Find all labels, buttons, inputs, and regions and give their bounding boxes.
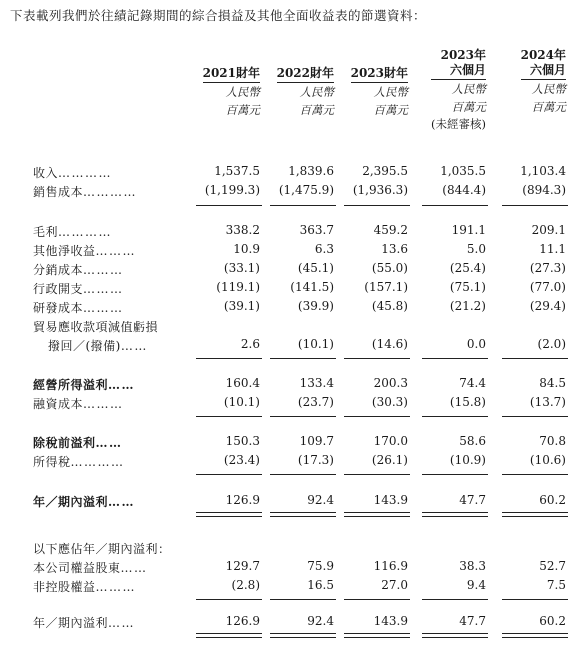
cell-value: (39.1): [223, 299, 260, 313]
row-impairment: [0, 337, 579, 355]
cell-value: 47.7: [459, 614, 486, 628]
cell-value: (14.6): [371, 337, 408, 351]
cell-value: 209.1: [531, 223, 566, 237]
column-unit: 人民幣: [373, 85, 408, 99]
row-profit-for-period: [0, 493, 579, 511]
cell-value: 92.4: [307, 614, 334, 628]
row-profit-before-tax: [0, 434, 579, 452]
cell-value: 70.8: [539, 434, 566, 448]
row-label: 貿易應收款項減值虧損: [33, 320, 159, 334]
subtotal-rule: [270, 358, 336, 359]
subtotal-rule: [422, 205, 488, 206]
subtotal-rule: [502, 599, 568, 600]
total-double-rule: [422, 633, 488, 638]
cell-value: (55.0): [371, 261, 408, 275]
row-operating-profit: [0, 376, 579, 394]
row-label: 本公司權益股東……: [33, 561, 148, 575]
row-label: 融資成本………: [33, 397, 124, 411]
cell-value: 338.2: [225, 223, 260, 237]
cell-value: 1,537.5: [214, 164, 260, 178]
cell-value: 75.9: [307, 559, 334, 573]
subtotal-rule: [196, 599, 262, 600]
cell-value: 47.7: [459, 493, 486, 507]
cell-value: (844.4): [442, 183, 486, 197]
subtotal-rule: [344, 416, 410, 417]
cell-value: (30.3): [371, 395, 408, 409]
column-header-fy2021: [203, 66, 260, 119]
row-label: 研發成本………: [33, 301, 124, 315]
cell-value: 2,395.5: [362, 164, 408, 178]
row-label: 除稅前溢利……: [33, 436, 123, 450]
cell-value: 11.1: [539, 242, 566, 256]
row-label: 分銷成本………: [33, 263, 124, 277]
cell-value: (10.1): [297, 337, 334, 351]
intro-text: 下表載列我們於往績記錄期間的綜合損益及其他全面收益表的節選資料：: [10, 8, 427, 23]
row-gross-profit: [0, 223, 579, 241]
cell-value: (119.1): [216, 280, 260, 294]
row-label: 收入…………: [33, 166, 113, 180]
cell-value: (25.4): [449, 261, 486, 275]
cell-value: 16.5: [307, 578, 334, 592]
column-year: 2021財年: [202, 66, 260, 80]
total-double-rule: [344, 633, 410, 638]
subtotal-rule: [344, 599, 410, 600]
subtotal-rule: [196, 416, 262, 417]
column-year: 2023年: [440, 48, 486, 62]
cell-value: (33.1): [223, 261, 260, 275]
row-other-net-income: [0, 242, 579, 260]
subtotal-rule: [502, 416, 568, 417]
row-revenue: [0, 164, 579, 182]
column-header-fy2022: [277, 66, 334, 119]
row-label: 經營所得溢利……: [33, 378, 136, 392]
column-unit: 百萬元: [531, 100, 566, 114]
cell-value: 150.3: [225, 434, 260, 448]
total-double-rule: [344, 512, 410, 517]
column-header-6m2024: [521, 48, 566, 116]
column-unit: 百萬元: [225, 103, 260, 117]
subtotal-rule: [422, 358, 488, 359]
row-admin-expenses: [0, 280, 579, 298]
total-double-rule: [502, 633, 568, 638]
subtotal-rule: [502, 358, 568, 359]
column-unit: 人民幣: [299, 85, 334, 99]
cell-value: 143.9: [373, 614, 408, 628]
total-double-rule: [270, 633, 336, 638]
column-unit: 人民幣: [531, 82, 566, 96]
column-unit: 百萬元: [451, 100, 486, 114]
total-double-rule: [422, 512, 488, 517]
row-attributable-heading: [0, 540, 579, 558]
cell-value: 5.0: [466, 242, 486, 256]
total-double-rule: [502, 512, 568, 517]
cell-value: 170.0: [373, 434, 408, 448]
subtotal-rule: [344, 205, 410, 206]
row-label: 年／期內溢利……: [33, 616, 136, 630]
cell-value: (157.1): [364, 280, 408, 294]
row-label: 其他淨收益………: [33, 244, 137, 258]
cell-value: 126.9: [225, 614, 260, 628]
cell-value: (23.4): [223, 453, 260, 467]
cell-value: (45.1): [297, 261, 334, 275]
subtotal-rule: [502, 205, 568, 206]
cell-value: 27.0: [381, 578, 408, 592]
row-non-controlling: [0, 578, 579, 596]
cell-value: 60.2: [539, 493, 566, 507]
cell-value: (2.8): [231, 578, 260, 592]
subtotal-rule: [344, 474, 410, 475]
cell-value: 0.0: [466, 337, 486, 351]
cell-value: (10.6): [529, 453, 566, 467]
row-label: 毛利…………: [33, 225, 113, 239]
row-label: 年／期內溢利……: [33, 495, 136, 509]
cell-value: (26.1): [371, 453, 408, 467]
cell-value: 13.6: [381, 242, 408, 256]
column-year: 2024年: [520, 48, 566, 62]
cell-value: 1,035.5: [440, 164, 486, 178]
cell-value: 38.3: [459, 559, 486, 573]
total-double-rule: [196, 512, 262, 517]
subtotal-rule: [422, 416, 488, 417]
subtotal-rule: [270, 205, 336, 206]
cell-value: 60.2: [539, 614, 566, 628]
cell-value: (15.8): [449, 395, 486, 409]
row-income-tax: [0, 453, 579, 471]
column-year: 2022財年: [276, 66, 334, 80]
cell-value: 2.6: [240, 337, 260, 351]
subtotal-rule: [196, 205, 262, 206]
column-period: 六個月: [449, 63, 486, 77]
cell-value: 92.4: [307, 493, 334, 507]
subtotal-rule: [502, 474, 568, 475]
cell-value: (1,199.3): [204, 183, 260, 197]
row-label: 銷售成本…………: [33, 185, 138, 199]
cell-value: (141.5): [290, 280, 334, 294]
cell-value: 109.7: [299, 434, 334, 448]
row-distribution-costs: [0, 261, 579, 279]
column-header-6m2023: [431, 48, 486, 132]
subtotal-rule: [270, 599, 336, 600]
subtotal-rule: [422, 599, 488, 600]
cell-value: (10.9): [449, 453, 486, 467]
cell-value: (2.0): [537, 337, 566, 351]
row-impairment-label: [0, 318, 579, 336]
cell-value: (77.0): [529, 280, 566, 294]
cell-value: 143.9: [373, 493, 408, 507]
row-label: 所得稅…………: [33, 455, 125, 469]
cell-value: 1,839.6: [288, 164, 334, 178]
cell-value: (1,475.9): [278, 183, 334, 197]
cell-value: 200.3: [373, 376, 408, 390]
row-label: 撥回／(撥備)……: [48, 339, 148, 353]
row-profit-for-period-total: [0, 614, 579, 632]
cell-value: (21.2): [449, 299, 486, 313]
row-finance-costs: [0, 395, 579, 413]
cell-value: 191.1: [451, 223, 486, 237]
cell-value: 160.4: [225, 376, 260, 390]
cell-value: (17.3): [297, 453, 334, 467]
subtotal-rule: [196, 474, 262, 475]
cell-value: 116.9: [373, 559, 408, 573]
subtotal-rule: [270, 474, 336, 475]
row-equity-shareholders: [0, 559, 579, 577]
column-unit: 百萬元: [299, 103, 334, 117]
cell-value: 1,103.4: [520, 164, 566, 178]
cell-value: (1,936.3): [352, 183, 408, 197]
cell-value: 58.6: [459, 434, 486, 448]
row-label: 行政開支………: [33, 282, 124, 296]
cell-value: (45.8): [371, 299, 408, 313]
total-double-rule: [196, 633, 262, 638]
cell-value: 7.5: [546, 578, 566, 592]
column-period: 六個月: [529, 63, 566, 77]
cell-value: (75.1): [449, 280, 486, 294]
cell-value: 52.7: [539, 559, 566, 573]
cell-value: (39.9): [297, 299, 334, 313]
cell-value: (894.3): [522, 183, 566, 197]
cell-value: (10.1): [223, 395, 260, 409]
cell-value: 459.2: [373, 223, 408, 237]
subtotal-rule: [422, 474, 488, 475]
column-unit: 百萬元: [373, 103, 408, 117]
cell-value: (27.3): [529, 261, 566, 275]
subtotal-rule: [344, 358, 410, 359]
cell-value: 363.7: [299, 223, 334, 237]
column-header-fy2023: [351, 66, 408, 119]
row-rd-costs: [0, 299, 579, 317]
column-unit: 人民幣: [451, 82, 486, 96]
column-year: 2023財年: [350, 66, 408, 80]
cell-value: (23.7): [297, 395, 334, 409]
cell-value: 133.4: [299, 376, 334, 390]
cell-value: (29.4): [529, 299, 566, 313]
row-label: 以下應佔年／期內溢利：: [33, 542, 171, 556]
cell-value: 6.3: [314, 242, 334, 256]
cell-value: 126.9: [225, 493, 260, 507]
cell-value: (13.7): [529, 395, 566, 409]
cell-value: 84.5: [539, 376, 566, 390]
unaudited-note: (未經審核): [431, 117, 486, 131]
total-double-rule: [270, 512, 336, 517]
cell-value: 129.7: [225, 559, 260, 573]
subtotal-rule: [196, 358, 262, 359]
column-unit: 人民幣: [225, 85, 260, 99]
cell-value: 10.9: [233, 242, 260, 256]
row-cost-of-sales: [0, 183, 579, 201]
cell-value: 9.4: [466, 578, 486, 592]
row-label: 非控股權益………: [33, 580, 137, 594]
cell-value: 74.4: [459, 376, 486, 390]
subtotal-rule: [270, 416, 336, 417]
